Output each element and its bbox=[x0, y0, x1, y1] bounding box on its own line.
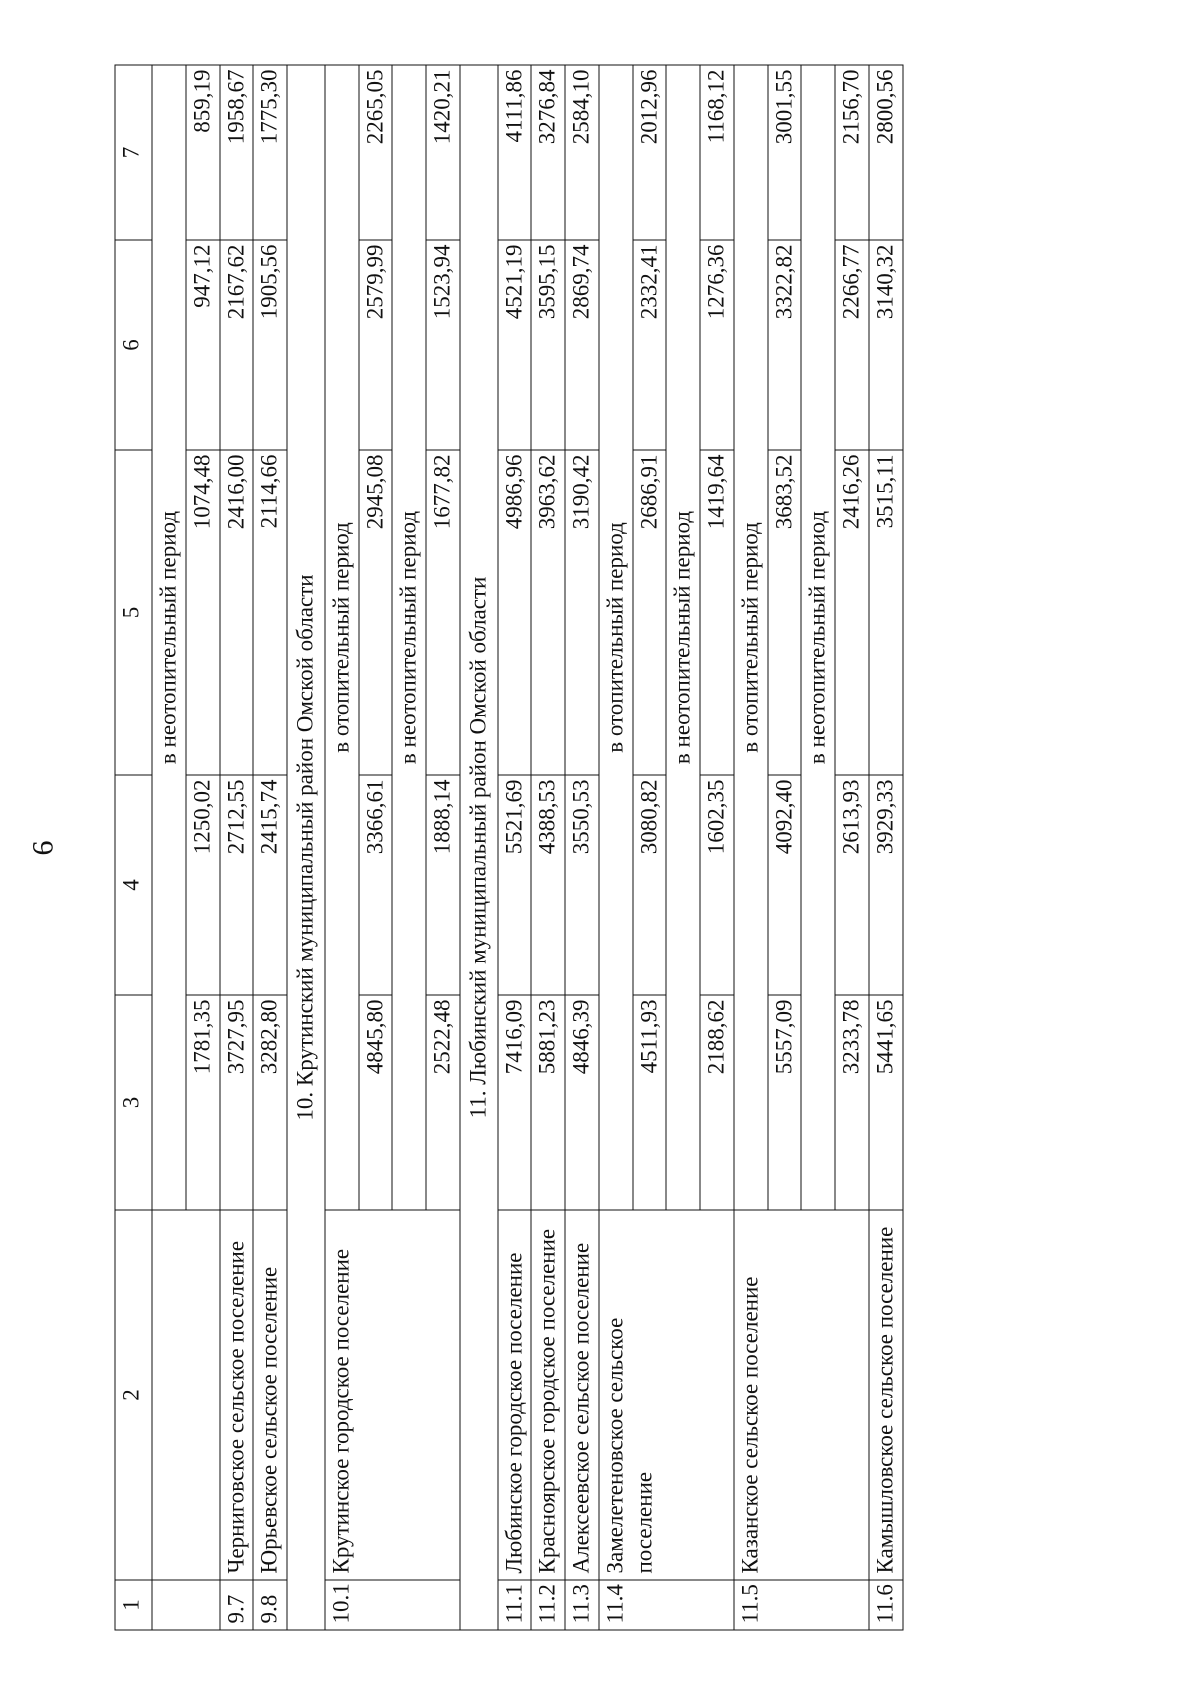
value-col-6: 1276,36 bbox=[700, 240, 734, 450]
value-col-6: 3322,82 bbox=[768, 240, 802, 450]
value-col-6: 2167,62 bbox=[220, 240, 254, 450]
value-col-6: 2869,74 bbox=[565, 240, 599, 450]
value-col-3: 4511,93 bbox=[633, 995, 667, 1210]
value-col-5: 2416,00 bbox=[220, 450, 254, 775]
value-col-7: 859,19 bbox=[186, 65, 220, 240]
table-row bbox=[220, 65, 254, 1630]
value-col-5: 2945,08 bbox=[359, 450, 393, 775]
section-title: 10. Крутинский муниципальный район Омской области bbox=[287, 65, 325, 1630]
period-label: в неотопительный период bbox=[666, 65, 700, 1210]
row-number: 10.1 bbox=[325, 1580, 460, 1630]
row-number: 11.2 bbox=[531, 1580, 565, 1630]
table-body bbox=[152, 65, 903, 1630]
value-col-3: 3233,78 bbox=[835, 995, 869, 1210]
value-col-3: 5881,23 bbox=[531, 995, 565, 1210]
value-col-7: 1958,67 bbox=[220, 65, 254, 240]
period-label: в неотопительный период bbox=[152, 65, 186, 1210]
value-col-4: 2613,93 bbox=[835, 775, 869, 995]
col-header-4: 4 bbox=[115, 775, 152, 995]
value-col-6: 1905,56 bbox=[253, 240, 287, 450]
value-col-6: 2332,41 bbox=[633, 240, 667, 450]
value-col-3: 1781,35 bbox=[186, 995, 220, 1210]
value-col-7: 2800,56 bbox=[869, 65, 903, 240]
value-col-5: 1074,48 bbox=[186, 450, 220, 775]
row-number: 9.8 bbox=[253, 1580, 287, 1630]
value-col-3: 5441,65 bbox=[869, 995, 903, 1210]
row-name: Казанское сельское поселение bbox=[734, 1210, 869, 1580]
period-label: в отопительный период bbox=[734, 65, 768, 1210]
tariff-table bbox=[115, 65, 904, 1631]
row-number: 11.6 bbox=[869, 1580, 903, 1630]
period-label: в неотопительный период bbox=[392, 65, 426, 1210]
value-col-6: 1523,94 bbox=[426, 240, 460, 450]
value-col-3: 5557,09 bbox=[768, 995, 802, 1210]
value-col-7: 2265,05 bbox=[359, 65, 393, 240]
row-name: Черниговское сельское поселение bbox=[220, 1210, 254, 1580]
value-col-6: 3595,15 bbox=[531, 240, 565, 450]
row-number: 11.4 bbox=[599, 1580, 734, 1630]
period-row bbox=[325, 65, 359, 1630]
header-row bbox=[115, 65, 152, 1630]
rotated-table-wrapper bbox=[115, 66, 1031, 1631]
value-col-7: 2012,96 bbox=[633, 65, 667, 240]
value-col-3: 2188,62 bbox=[700, 995, 734, 1210]
period-row bbox=[152, 65, 186, 1630]
period-label: в отопительный период bbox=[599, 65, 633, 1210]
col-header-2: 2 bbox=[115, 1210, 152, 1580]
row-number: 11.5 bbox=[734, 1580, 869, 1630]
value-col-4: 1250,02 bbox=[186, 775, 220, 995]
value-col-4: 3080,82 bbox=[633, 775, 667, 995]
value-col-5: 2686,91 bbox=[633, 450, 667, 775]
row-name: Крутинское городское поселение bbox=[325, 1210, 460, 1580]
value-col-4: 1888,14 bbox=[426, 775, 460, 995]
table-row bbox=[869, 65, 903, 1630]
row-name: Камышловское сельское поселение bbox=[869, 1210, 903, 1580]
value-col-4: 3366,61 bbox=[359, 775, 393, 995]
row-number: 11.3 bbox=[565, 1580, 599, 1630]
value-col-4: 5521,69 bbox=[498, 775, 532, 995]
col-header-6: 6 bbox=[115, 240, 152, 450]
value-col-6: 947,12 bbox=[186, 240, 220, 450]
value-col-7: 2584,10 bbox=[565, 65, 599, 240]
row-name bbox=[152, 1210, 220, 1580]
value-col-6: 4521,19 bbox=[498, 240, 532, 450]
row-name: Алексеевское сельское поселение bbox=[565, 1210, 599, 1580]
value-col-3: 2522,48 bbox=[426, 995, 460, 1210]
value-col-4: 2712,55 bbox=[220, 775, 254, 995]
value-col-5: 1419,64 bbox=[700, 450, 734, 775]
row-name: Замелетеновское сельское поселение bbox=[599, 1210, 734, 1580]
row-name: Юрьевское сельское поселение bbox=[253, 1210, 287, 1580]
table-row bbox=[498, 65, 532, 1630]
period-label: в отопительный период bbox=[325, 65, 359, 1210]
value-col-3: 3727,95 bbox=[220, 995, 254, 1210]
value-col-7: 3001,55 bbox=[768, 65, 802, 240]
value-col-7: 4111,86 bbox=[498, 65, 532, 240]
value-col-6: 2579,99 bbox=[359, 240, 393, 450]
value-col-7: 1775,30 bbox=[253, 65, 287, 240]
value-col-5: 1677,82 bbox=[426, 450, 460, 775]
value-col-5: 3683,52 bbox=[768, 450, 802, 775]
section-title: 11. Любинский муниципальный район Омской области bbox=[460, 65, 498, 1630]
table-row bbox=[253, 65, 287, 1630]
col-header-1: 1 bbox=[115, 1580, 152, 1630]
page-number: 6 bbox=[26, 840, 60, 856]
value-col-7: 3276,84 bbox=[531, 65, 565, 240]
value-col-3: 4845,80 bbox=[359, 995, 393, 1210]
value-col-4: 4092,40 bbox=[768, 775, 802, 995]
value-col-5: 2416,26 bbox=[835, 450, 869, 775]
col-header-7: 7 bbox=[115, 65, 152, 240]
value-col-5: 3515,11 bbox=[869, 450, 903, 775]
value-col-4: 2415,74 bbox=[253, 775, 287, 995]
value-col-3: 7416,09 bbox=[498, 995, 532, 1210]
row-name: Любинское городское поселение bbox=[498, 1210, 532, 1580]
row-number: 9.7 bbox=[220, 1580, 254, 1630]
row-name: Красноярское городское поселение bbox=[531, 1210, 565, 1580]
value-col-5: 4986,96 bbox=[498, 450, 532, 775]
section-row bbox=[460, 65, 498, 1630]
value-col-4: 3929,33 bbox=[869, 775, 903, 995]
period-row bbox=[734, 65, 768, 1630]
col-header-5: 5 bbox=[115, 450, 152, 775]
value-col-5: 2114,66 bbox=[253, 450, 287, 775]
value-col-3: 3282,80 bbox=[253, 995, 287, 1210]
value-col-5: 3963,62 bbox=[531, 450, 565, 775]
value-col-7: 1168,12 bbox=[700, 65, 734, 240]
value-col-7: 2156,70 bbox=[835, 65, 869, 240]
value-col-5: 3190,42 bbox=[565, 450, 599, 775]
period-row bbox=[599, 65, 633, 1630]
table-row bbox=[531, 65, 565, 1630]
table-row bbox=[565, 65, 599, 1630]
row-number: 11.1 bbox=[498, 1580, 532, 1630]
row-number bbox=[152, 1580, 220, 1630]
value-col-4: 4388,53 bbox=[531, 775, 565, 995]
section-row bbox=[287, 65, 325, 1630]
value-col-3: 4846,39 bbox=[565, 995, 599, 1210]
col-header-3: 3 bbox=[115, 995, 152, 1210]
period-label: в неотопительный период bbox=[801, 65, 835, 1210]
value-col-4: 3550,53 bbox=[565, 775, 599, 995]
value-col-7: 1420,21 bbox=[426, 65, 460, 240]
value-col-6: 2266,77 bbox=[835, 240, 869, 450]
value-col-4: 1602,35 bbox=[700, 775, 734, 995]
value-col-6: 3140,32 bbox=[869, 240, 903, 450]
